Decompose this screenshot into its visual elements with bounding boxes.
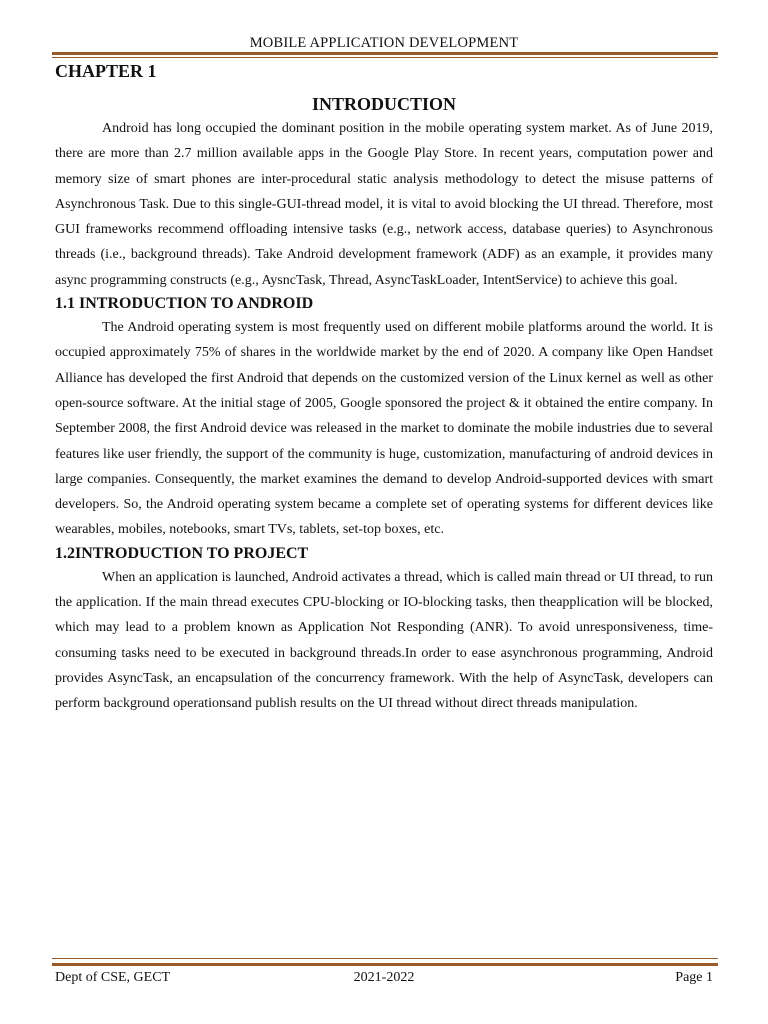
section-paragraph-android: The Android operating system is most frequently used on different mobile platforms around the world. It is occupied approximately 75% of shares in the worldwide market by the end of 2020. A company like Open Handset Alliance has developed the first Android that depends on the customized version of the Linux kernel as well as other open-source software. At the initial stage of 2005, Google sponsored the project & it obtained the entire company. In September 2008, the first Android device was released in the market to dominate the mobile industries due to several features like user friendly, the support of the community is huge, customization, manufacturing of android devices in large companies. Consequently, the market examines the demand to develop Android-supported devices with smart developers. So, the Android operating system became a complete set of operating systems for different devices like wearables, mobiles, notebooks, smart TVs, tablets, set-top boxes, etc. <box>55 320 713 538</box>
running-header: MOBILE APPLICATION DEVELOPMENT <box>249 35 519 51</box>
footer-rule-thick <box>52 963 718 966</box>
footer-department: Dept of CSE, GECT <box>55 970 171 985</box>
footer-academic-year: 2021-2022 <box>353 970 415 985</box>
chapter-title: INTRODUCTION <box>311 94 457 114</box>
page-content <box>55 58 713 717</box>
section-heading-android: 1.1 INTRODUCTION TO ANDROID <box>55 295 314 313</box>
section-paragraph-project: When an application is launched, Android activates a thread, which is called main thread or UI thread, to run the application. If the main thread executes CPU-blocking or IO-blocking tasks, then theapplication will be blocked, which may lead to a problem known as Application Not Responding (ANR). To avoid unresponsiveness, time-consuming tasks need to be executed in background threads.In order to ease asynchronous programming, Android provides AsyncTask, an encapsulation of the concurrency framework. With the help of AsyncTask, developers can perform background operationsand publish results on the UI thread without direct threads manipulation. <box>55 569 713 712</box>
footer-page-number: Page 1 <box>675 970 713 985</box>
chapter-label: CHAPTER 1 <box>55 61 157 81</box>
intro-paragraph: Android has long occupied the dominant position in the mobile operating system market. As of June 2019, there are more than 2.7 million available apps in the Google Play Store. In recent years, computation power and memory size of smart phones are inter-procedural static analysis methodology to detect the misuse patterns of Asynchronous Task. Due to this single-GUI-thread model, it is vital to avoid blocking the UI thread. Therefore, most GUI frameworks recommend offloading intensive tasks (e.g., network access, database queries) to Asynchronous threads (i.e., background threads). Take Android development framework (ADF) as an example, it provides many async programming constructs (e.g., AysncTask, Thread, AsyncTaskLoader, IntentService) to achieve this goal. <box>55 121 713 288</box>
footer-rule-thin <box>52 958 718 959</box>
section-heading-project: 1.2INTRODUCTION TO PROJECT <box>55 544 309 562</box>
header-rule-thick <box>52 52 718 55</box>
